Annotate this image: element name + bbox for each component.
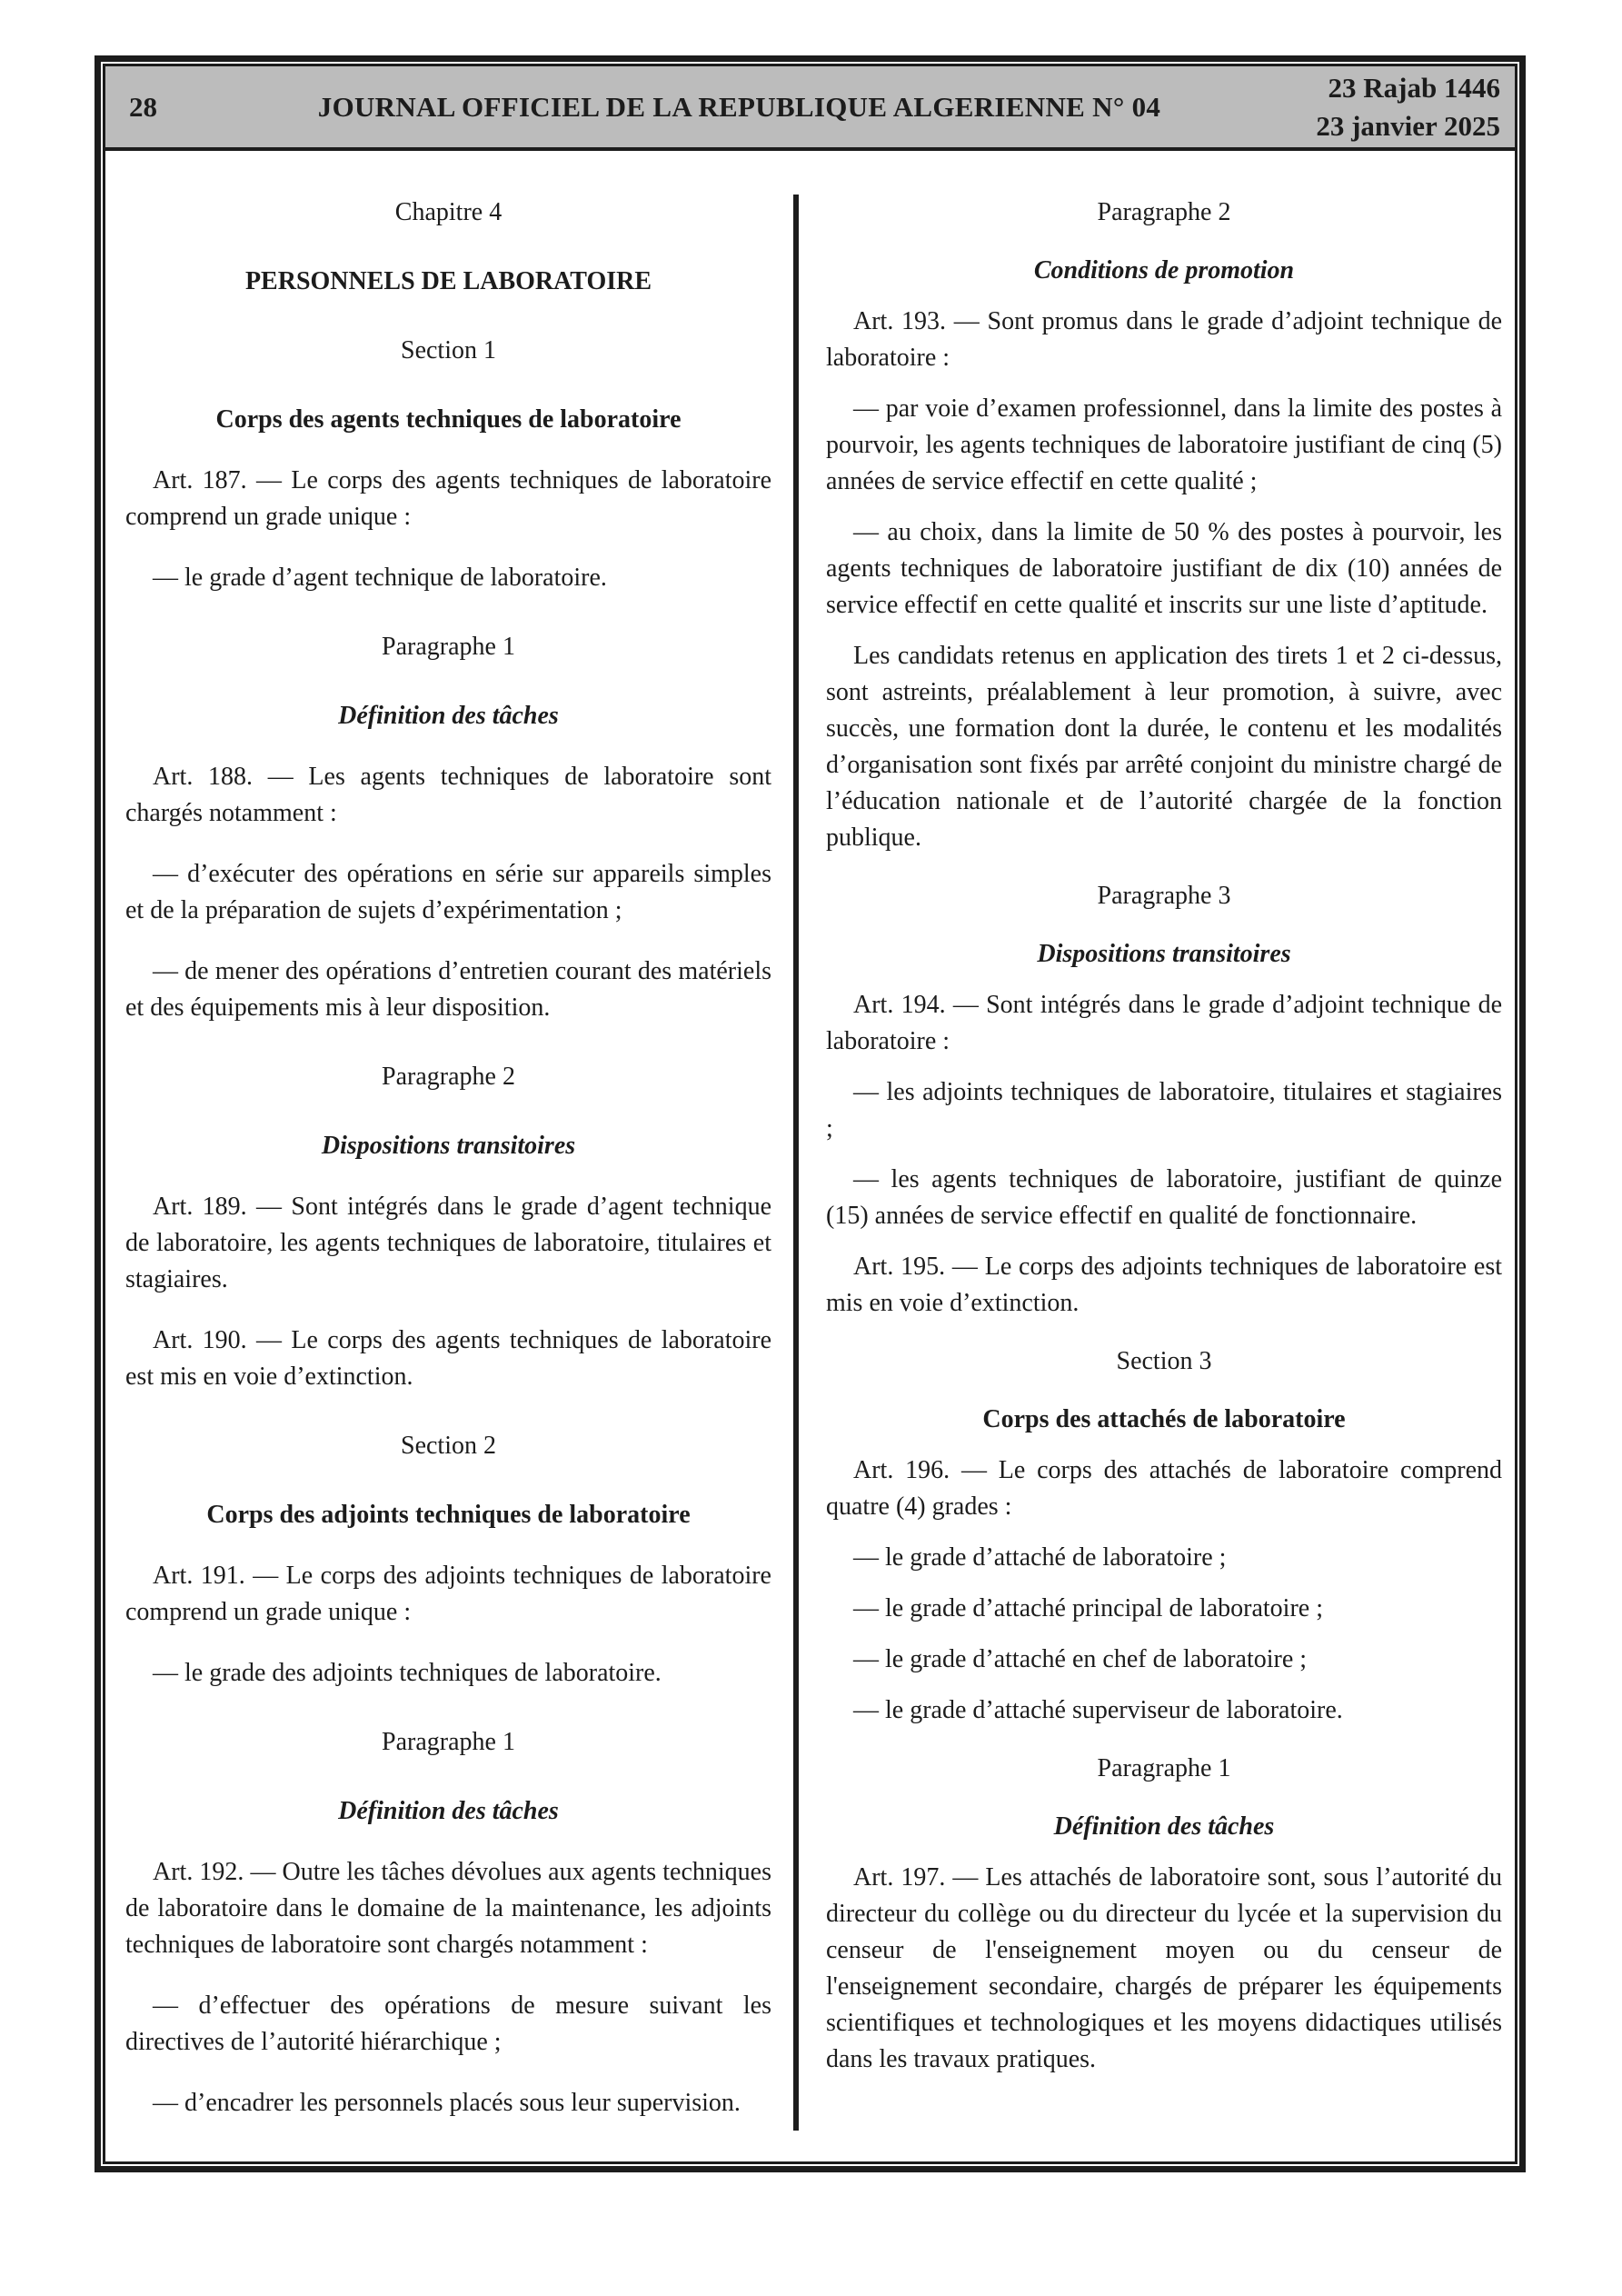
paragraph: — le grade des adjoints techniques de laboratoire. xyxy=(153,1659,662,1687)
paragraph: Art. 190. — Le corps des agents techniques de laboratoire est mis en voie d’extinction. xyxy=(125,1326,771,1391)
paragraph: — d’exécuter des opérations en série sur appareils simples et de la préparation de sujets d’expérimentation ; xyxy=(125,860,771,924)
page-inner-frame xyxy=(103,64,1518,2164)
subsection-heading: Conditions de promotion xyxy=(1033,256,1295,285)
paragraph: — le grade d’attaché principal de laboratoire ; xyxy=(853,1594,1323,1622)
right-column xyxy=(799,195,1515,2131)
section-heading: Corps des attachés de laboratoire xyxy=(982,1405,1346,1433)
paragraph: — de mener des opérations d’entretien courant des matériels et des équipements mis à leur disposition. xyxy=(125,957,771,1022)
paragraph: Art. 187. — Le corps des agents techniques de laboratoire comprend un grade unique : xyxy=(125,466,771,531)
left-column xyxy=(105,195,793,2131)
date-hijri: 23 Rajab 1446 xyxy=(1328,71,1500,104)
paragraph: Art. 194. — Sont intégrés dans le grade d’adjoint technique de laboratoire : xyxy=(826,991,1502,1055)
section-heading: Corps des adjoints techniques de laboratoire xyxy=(206,1501,691,1529)
section-heading: Corps des agents techniques de laboratoire xyxy=(215,405,682,434)
paragraph: — d’effectuer des opérations de mesure suivant les directives de l’autorité hiérarchique ; xyxy=(125,1992,771,2056)
heading: Paragraphe 1 xyxy=(1097,1754,1231,1782)
heading: Paragraphe 2 xyxy=(1097,198,1231,226)
paragraph: — par voie d’examen professionnel, dans la limite des postes à pourvoir, les agents techniques de laboratoire justifiant de cinq (5) années de service effectif en cette qualité ; xyxy=(826,394,1502,495)
paragraph: Les candidats retenus en application des tirets 1 et 2 ci-dessus, sont astreints, préalablement à leur promotion, à suivre, avec succès, une formation dont la durée, le contenu et les modalités d’organisation sont fixés par arrêté conjoint du ministre chargé de l’éducation nationale et de l’autorité chargée de la fonction publique. xyxy=(826,642,1502,852)
paragraph: Art. 189. — Sont intégrés dans le grade d’agent technique de laboratoire, les agents techniques de laboratoire, titulaires et stagiaires. xyxy=(125,1193,771,1293)
heading: Chapitre 4 xyxy=(394,198,503,226)
page-header xyxy=(105,66,1515,151)
subsection-heading: Dispositions transitoires xyxy=(321,1132,576,1160)
paragraph: — le grade d’agent technique de laboratoire. xyxy=(153,564,607,592)
journal-title: JOURNAL OFFICIEL DE LA REPUBLIQUE ALGERIENNE N° 04 xyxy=(317,90,1161,123)
heading: Section 2 xyxy=(401,1432,496,1460)
date-gregorian: 23 janvier 2025 xyxy=(1316,109,1500,142)
page-border-frame xyxy=(95,55,1526,2172)
heading: Paragraphe 3 xyxy=(1097,882,1231,910)
page-content xyxy=(105,151,1515,2161)
paragraph: Art. 188. — Les agents techniques de laboratoire sont chargés notamment : xyxy=(125,763,771,827)
paragraph: Art. 191. — Le corps des adjoints techniques de laboratoire comprend un grade unique : xyxy=(125,1562,771,1626)
paragraph: Art. 193. — Sont promus dans le grade d’adjoint technique de laboratoire : xyxy=(826,307,1502,372)
paragraph: Art. 192. — Outre les tâches dévolues aux agents techniques de laboratoire dans le domaine de la maintenance, les adjoints techniques de laboratoire sont chargés notamment : xyxy=(125,1858,771,1959)
heading: Section 1 xyxy=(401,336,496,364)
paragraph: — les adjoints techniques de laboratoire, titulaires et stagiaires ; xyxy=(826,1078,1502,1143)
subsection-heading: Définition des tâches xyxy=(338,702,559,730)
paragraph: — le grade d’attaché en chef de laboratoire ; xyxy=(853,1645,1308,1673)
paragraph: Art. 195. — Le corps des adjoints techniques de laboratoire est mis en voie d’extinction. xyxy=(826,1253,1502,1317)
header-dates xyxy=(1271,69,1500,145)
paragraph: — les agents techniques de laboratoire, justifiant de quinze (15) années de service effectif en qualité de fonctionnaire. xyxy=(826,1165,1502,1230)
paragraph: — le grade d’attaché de laboratoire ; xyxy=(853,1543,1227,1572)
subsection-heading: Dispositions transitoires xyxy=(1037,940,1291,968)
paragraph: — d’encadrer les personnels placés sous leur supervision. xyxy=(153,2089,741,2117)
heading: Section 3 xyxy=(1116,1347,1212,1375)
subsection-heading: Définition des tâches xyxy=(1053,1812,1275,1841)
paragraph: — le grade d’attaché superviseur de laboratoire. xyxy=(853,1696,1343,1724)
paragraph: — au choix, dans la limite de 50 % des postes à pourvoir, les agents techniques de laboratoire justifiant de dix (10) années de service effectif en cette qualité et inscrits sur une liste d’aptitude. xyxy=(826,518,1502,619)
page-number: 28 xyxy=(129,90,157,123)
heading: Paragraphe 1 xyxy=(382,1728,515,1756)
subsection-heading: Définition des tâches xyxy=(338,1797,559,1825)
heading: Paragraphe 1 xyxy=(382,633,515,661)
section-heading: PERSONNELS DE LABORATOIRE xyxy=(244,267,652,295)
heading: Paragraphe 2 xyxy=(382,1063,515,1091)
paragraph: Art. 196. — Le corps des attachés de laboratoire comprend quatre (4) grades : xyxy=(826,1456,1502,1521)
paragraph: Art. 197. — Les attachés de laboratoire sont, sous l’autorité du directeur du collège ou du directeur du lycée et la supervision du censeur de l'enseignement moyen ou du censeur de l'enseignement secondaire, chargés de préparer les équipements scientifiques et technologiques et les moyens didactiques utilisés dans les travaux pratiques. xyxy=(826,1863,1502,2073)
